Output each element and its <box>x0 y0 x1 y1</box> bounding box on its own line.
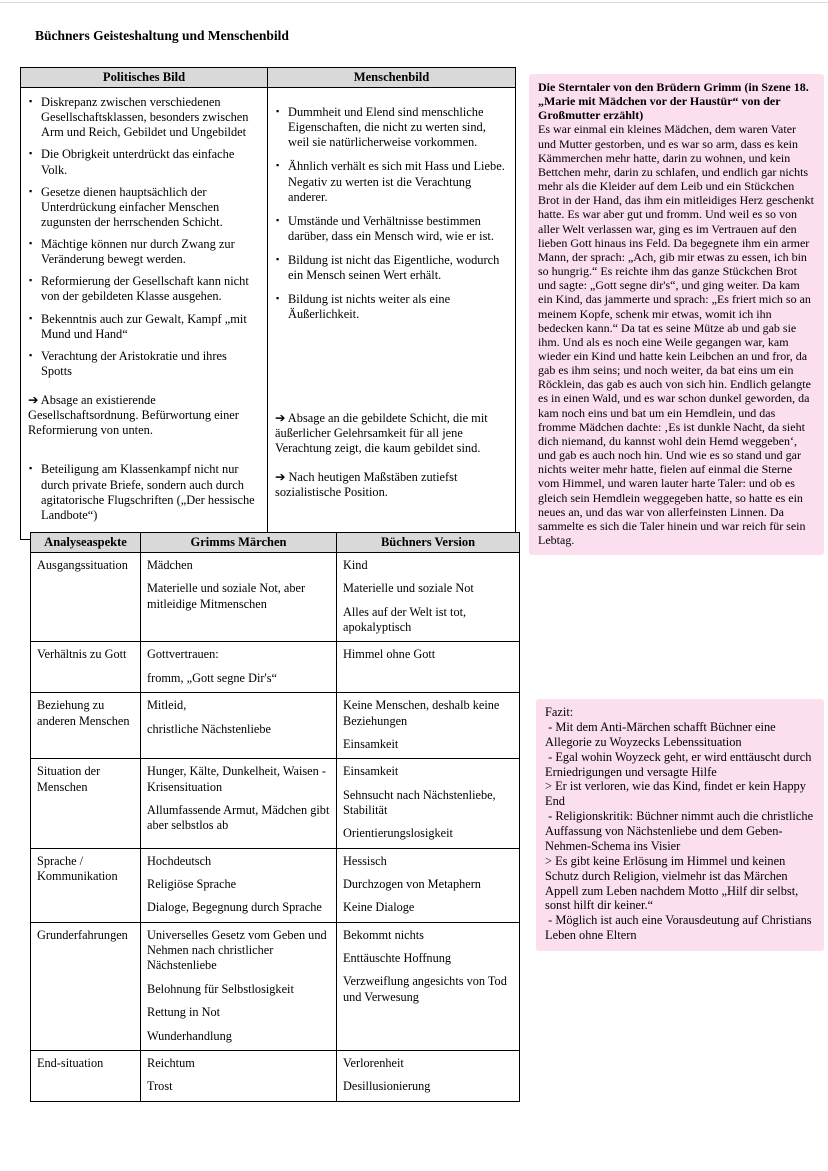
bullet-item: ▪ Bildung ist nichts weiter als eine Äußerlichkeit. <box>275 292 508 322</box>
menschenbild-cell <box>268 88 516 540</box>
analyse-table <box>30 532 520 1102</box>
cell-text: Universelles Gesetz vom Geben und Nehmen nach christlicher Nächstenliebe <box>147 927 327 973</box>
cell-text: Wunderhandlung <box>147 1028 232 1043</box>
bullet-item: ▪ Beteiligung am Klassenkampf nicht nur durch private Briefe, sondern auch durch agitatorische Flugschriften („Der hessische Landbote“) <box>28 462 260 523</box>
cell-text: Alles auf der Welt ist tot, apokalyptisch <box>343 604 467 635</box>
cell-text: Keine Menschen, deshalb keine Beziehungen <box>343 698 500 728</box>
aspekt-cell: Situation der Menschen <box>31 759 141 848</box>
cell-text: Verlorenheit <box>343 1055 404 1070</box>
buechner-cell <box>337 848 520 922</box>
politisches-bild-extra-list <box>28 462 260 523</box>
fazit-highlight-block <box>536 699 824 951</box>
bullet-item: ▪ Mächtige können nur durch Zwang zur Veränderung bewegt werden. <box>28 237 260 267</box>
cell-text: Hessisch <box>343 853 387 868</box>
page-top-edge <box>0 2 828 3</box>
buechner-cell <box>337 553 520 642</box>
sterntaler-highlight-block <box>529 74 824 555</box>
bullet-item: ▪ Verachtung der Aristokratie und ihres Spotts <box>28 349 260 379</box>
header-politisches-bild: Politisches Bild <box>21 68 268 88</box>
cell-text: Einsamkeit <box>343 764 399 779</box>
politik-menschenbild-table <box>20 67 516 540</box>
fazit-line: - Religionskritik: Büchner nimmt auch die christliche Auffassung von Nächstenliebe und dem Geben-Nehmen-Schema ins Visier <box>545 809 816 853</box>
cell-text: Durchzogen von Metaphern <box>343 877 481 892</box>
cell-text: Einsamkeit <box>343 736 399 751</box>
buechner-cell <box>337 642 520 693</box>
cell-text: Himmel ohne Gott <box>343 647 436 662</box>
bullet-item: ▪ Die Obrigkeit unterdrückt das einfache Volk. <box>28 147 260 177</box>
sterntaler-heading: Die Sterntaler von den Brüdern Grimm (in Szene 18. „Marie mit Mädchen vor der Haustür“ von der Großmutter erzählt) <box>538 80 809 123</box>
table-row <box>31 848 520 922</box>
cell-text: Verzweiflung angesichts von Tod und Verwesung <box>343 974 507 1004</box>
grimm-cell <box>141 642 337 693</box>
fazit-line: > Es gibt keine Erlösung im Himmel und keinen Schutz durch Religion, vielmehr ist das Märchen Appell zum Leben nachdem Motto „Hilf dir selbst, sonst hilft dir keiner.“ <box>545 853 802 913</box>
grimm-cell <box>141 553 337 642</box>
conclusion-arrow-note: ➔ Absage an die gebildete Schicht, die mit äußerlicher Gelehrsamkeit für all jene Verachtung zeigt, die kaum gebildet sind. <box>275 410 488 455</box>
cell-text: Hunger, Kälte, Dunkelheit, Waisen - Krisensituation <box>147 764 326 794</box>
cell-text: Dialoge, Begegnung durch Sprache <box>147 900 322 915</box>
bullet-item: ▪ Diskrepanz zwischen verschiedenen Gesellschaftsklassen, besonders zwischen Arm und Reich, Gebildet und Ungebildet <box>28 95 260 140</box>
cell-text: Materielle und soziale Not, aber mitleidige Mitmenschen <box>147 581 306 611</box>
cell-text: Rettung in Not <box>147 1005 221 1020</box>
politisches-bild-cell <box>21 88 268 540</box>
table-header-row <box>31 533 520 553</box>
cell-text: Sehnsucht nach Nächstenliebe, Stabilität <box>343 787 496 817</box>
bullet-item: ▪ Dummheit und Elend sind menschliche Eigenschaften, die nicht zu werten sind, weil sie natürlicherweise vorkommen. <box>275 105 508 150</box>
fazit-line: - Mit dem Anti-Märchen schafft Büchner eine Allegorie zu Woyzecks Lebenssituation <box>545 719 779 749</box>
buechner-cell <box>337 693 520 759</box>
sterntaler-text: Es war einmal ein kleines Mädchen, dem waren Vater und Mutter gestorben, und es war so arm, dass es kein Kämmerchen mehr hatte, darin zu wohnen, und kein Bettchen mehr, darin zu schlafen, und endlich gar nichts mehr als die Kleider auf dem Leib und ein Stückchen Brot in der Hand, das ihm ein mitleidiges Herz geschenkt hatte. Es war aber gut und fromm. Und weil es so von aller Welt verlassen war, ging es im Vertrauen auf den lieben Gott hinaus ins Feld. Da begegnete ihm ein armer Mann, der sprach: „Ach, gib mir etwas zu essen, ich bin so hungrig.“ Es reichte ihm das ganze Stückchen Brot und sagte: „Gott segne dir's“, und ging weiter. Da kam ein Kind, das jammerte und sprach: „Es friert mich so an meinem Kopfe, schenk mir etwas, womit ich ihn bedecken kann.“ Da tat es seine Mütze ab und gab sie ihm. Und als es noch eine Weile gegangen war, kam wieder ein Kind und hatte kein Leibchen an und fror, da gab es ihm seins; und noch weiter, da bat eins um ein Röcklein, das gab es auch von sich hin. Endlich gelangte es in einen Wald, und es war schon dunkel geworden, da kam noch eins und bat um ein Hemdlein, und das fromme Mädchen dachte: ‚Es ist dunkle Nacht, da sieht dich niemand, du kannst wohl dein Hemd weggeben‘, und gab es auch noch hin. Und wie es so stand und gar nichts weiter mehr hatte, fielen auf einmal die Sterne vom Himmel, und waren lauter harte Taler: und ob es gleich sein Hemdlein weggegeben hatte, so hatte es ein neues an, und das war von allerfeinsten Linnen. Da sammelte es sich die Taler hinein und war reich für sein Lebtag. <box>538 122 814 547</box>
conclusion-arrow-note: ➔ Nach heutigen Maßstäben zutiefst sozialistische Position. <box>275 469 458 499</box>
bullet-item: ▪ Reformierung der Gesellschaft kann nicht von der gebildeten Klasse ausgehen. <box>28 274 260 304</box>
cell-text: Orientierungslosigkeit <box>343 826 453 841</box>
grimm-cell <box>141 922 337 1050</box>
menschenbild-list <box>275 105 508 323</box>
buechner-cell <box>337 759 520 848</box>
aspekt-cell: End-situation <box>31 1050 141 1101</box>
cell-text: Hochdeutsch <box>147 853 212 868</box>
bullet-item: ▪ Bildung ist nicht das Eigentliche, wodurch ein Mensch seinen Wert erhält. <box>275 253 508 283</box>
cell-text: Enttäuschte Hoffnung <box>343 951 452 966</box>
conclusion-arrow-note: ➔ Absage an existierende Gesellschaftsordnung. Befürwortung einer Reformierung von unten. <box>28 393 239 438</box>
header-menschenbild: Menschenbild <box>268 68 516 88</box>
aspekt-cell: Sprache / Kommunikation <box>31 848 141 922</box>
grimm-cell <box>141 1050 337 1101</box>
cell-text: Bekommt nichts <box>343 927 424 942</box>
cell-text: Belohnung für Selbstlosigkeit <box>147 981 294 996</box>
header-grimms-maerchen: Grimms Märchen <box>141 533 337 553</box>
page-title: Büchners Geisteshaltung und Menschenbild <box>35 28 289 43</box>
aspekt-cell: Verhältnis zu Gott <box>31 642 141 693</box>
fazit-line: Fazit: <box>545 705 574 719</box>
bullet-item: ▪ Bekenntnis auch zur Gewalt, Kampf „mit Mund und Hand“ <box>28 312 260 342</box>
cell-text: Mädchen <box>147 558 193 572</box>
grimm-cell <box>141 693 337 759</box>
buechner-cell <box>337 1050 520 1101</box>
cell-text: Reichtum <box>147 1055 195 1070</box>
bullet-item: ▪ Ähnlich verhält es sich mit Hass und Liebe. Negativ zu werten ist die Verachtung anderer. <box>275 159 508 204</box>
buechner-cell <box>337 922 520 1050</box>
cell-text: Allumfassende Armut, Mädchen gibt aber selbstlos ab <box>147 802 330 833</box>
grimm-cell <box>141 848 337 922</box>
cell-text: Trost <box>147 1079 173 1094</box>
bullet-item: ▪ Umstände und Verhältnisse bestimmen darüber, dass ein Mensch wird, wie er ist. <box>275 214 508 244</box>
aspekt-cell: Ausgangssituation <box>31 553 141 642</box>
fazit-line: > Er ist verloren, wie das Kind, findet er kein Happy End <box>545 779 810 809</box>
table-row <box>31 693 520 759</box>
fazit-line: - Möglich ist auch eine Vorausdeutung auf Christians Leben ohne Eltern <box>545 913 815 943</box>
table-row <box>31 759 520 848</box>
table-header-row <box>21 68 516 88</box>
aspekt-cell: Grunderfahrungen <box>31 922 141 1050</box>
table-body-row <box>21 88 516 540</box>
header-buechners-version: Büchners Version <box>337 533 520 553</box>
table-row <box>31 922 520 1050</box>
table-row <box>31 553 520 642</box>
aspekt-cell: Beziehung zu anderen Menschen <box>31 693 141 759</box>
cell-text: Gottvertrauen: <box>147 647 219 662</box>
cell-text: Keine Dialoge <box>343 900 415 915</box>
cell-text: Desillusionierung <box>343 1079 431 1094</box>
grimm-cell <box>141 759 337 848</box>
table-row <box>31 1050 520 1101</box>
cell-text: Religiöse Sprache <box>147 877 237 892</box>
cell-text: christliche Nächstenliebe <box>147 721 271 736</box>
table-row <box>31 642 520 693</box>
fazit-line: - Egal wohin Woyzeck geht, er wird enttäuscht durch Erniedrigungen und versagte Hilfe <box>545 749 815 779</box>
politisches-bild-list <box>28 95 260 379</box>
cell-text: Kind <box>343 558 368 572</box>
cell-text: fromm, „Gott segne Dir's“ <box>147 670 277 685</box>
bullet-item: ▪ Gesetze dienen hauptsächlich der Unterdrückung einfacher Menschen zugunsten der herrschenden Schicht. <box>28 185 260 230</box>
cell-text: Materielle und soziale Not <box>343 581 474 596</box>
header-analyseaspekte: Analyseaspekte <box>31 533 141 553</box>
cell-text: Mitleid, <box>147 698 187 713</box>
